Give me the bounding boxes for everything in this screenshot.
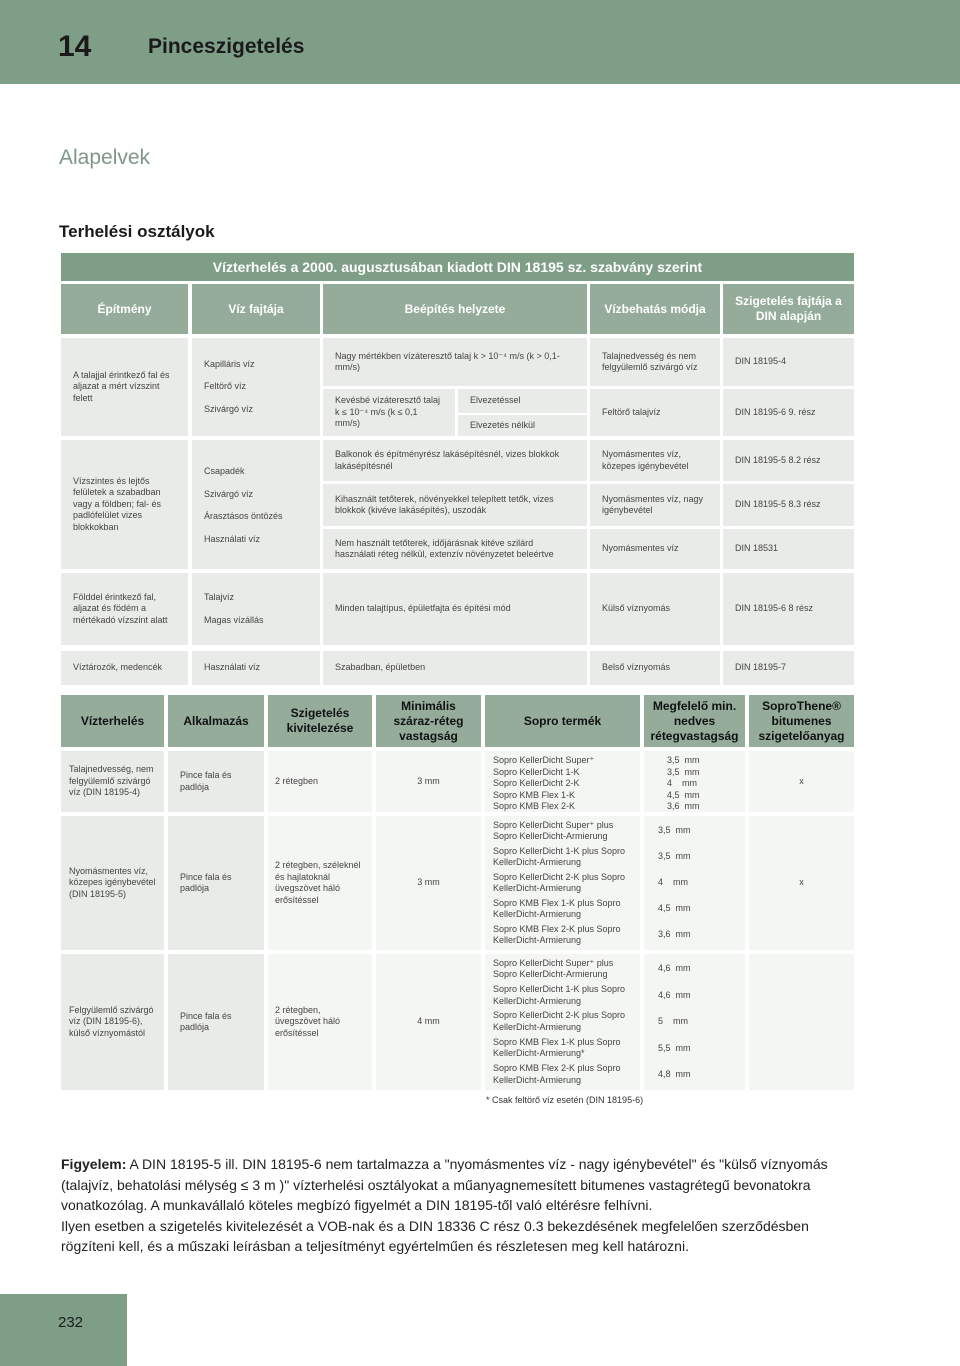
g2-row3-effect: Nyomásmentes víz xyxy=(590,529,720,569)
subsection-title: Terhelési osztályok xyxy=(59,222,215,241)
t2-row3-min-thickness: 4 mm xyxy=(376,954,481,1090)
section-title: Alapelvek xyxy=(59,146,151,169)
t2-row2-wet xyxy=(644,816,745,950)
table2-header-min-thickness: Minimális száraz-réteg vastagság xyxy=(376,695,481,747)
wet-thickness: 5 mm xyxy=(658,1016,689,1027)
t2-row2-bitumen: x xyxy=(749,816,854,950)
g2-water xyxy=(192,440,320,569)
g3-din: DIN 18195-6 8 rész xyxy=(723,573,854,645)
g2-row3-position: Nem használt tetőterek, időjárásnak kitéve szilárd használati réteg nélkül, extenzív növényzetet beleértve xyxy=(323,529,587,569)
g4-water: Használati víz xyxy=(192,651,320,685)
t2-row3-wet xyxy=(644,954,745,1090)
product-name: Sopro KellerDicht 1-K xyxy=(493,766,580,777)
wet-thickness: 4,5 mm xyxy=(667,789,700,800)
g3-effect: Külső víznyomás xyxy=(590,573,720,645)
g3-building: Földdel érintkező fal, aljazat és födém a mértékadó vízszint alatt xyxy=(61,573,188,645)
notice-paragraph-2: Ilyen esetben a szigetelés kivitelezését a VOB-nak és a DIN 18336 C rész 0.3 bekezdésének megfelelően szerződésben rögzíteni kell, és a műszaki leírásban a teljesítményt egyértelműen és részletesen meg kell határozni. xyxy=(61,1217,809,1254)
table2-header-bitumen: SoproThene® bitumenes szigetelőanyag xyxy=(749,695,854,747)
product-name: Sopro KMB Flex 2-K plus Sopro KellerDicht-Armierung xyxy=(493,923,621,945)
product-name: Sopro KellerDicht 2-K xyxy=(493,778,580,788)
table2-header-execution: Szigetelés kivitelezése xyxy=(268,695,372,747)
table1-header-din: Szigetelés fajtája a DIN alapján xyxy=(723,284,854,334)
g1-water-item: Szivárgó víz xyxy=(204,403,254,414)
t2-row1-bitumen: x xyxy=(749,751,854,812)
t2-row1-min-thickness: 3 mm xyxy=(376,751,481,812)
g4-effect: Belső víznyomás xyxy=(590,651,720,685)
notice-label: Figyelem: xyxy=(61,1156,127,1172)
table1-header-building: Építmény xyxy=(61,284,188,334)
g3-position: Minden talajtípus, épületfajta és építési mód xyxy=(323,573,587,645)
g2-water-item: Használati víz xyxy=(204,533,261,544)
wet-thickness: 4,6 mm xyxy=(658,963,691,974)
t2-row2-application: Pince fala és padlója xyxy=(168,816,264,950)
table1-header-position: Beépítés helyzete xyxy=(323,284,587,334)
table2-header-product: Sopro termék xyxy=(485,695,640,747)
product-name: Sopro KellerDicht Super⁺ plus Sopro KellerDicht-Armierung xyxy=(493,819,614,841)
g1-drain-1: Elvezetéssel xyxy=(458,389,587,413)
wet-thickness: 3,5 mm xyxy=(658,851,691,862)
wet-thickness: 3,6 mm xyxy=(667,801,700,811)
notice-text-1: A DIN 18195-5 ill. DIN 18195-6 nem tartalmazza a "nyomásmentes víz - nagy igénybevétel" és "külső víznyomás (talajvíz, behatolási mélység ≤ 3 m )" vízterhelési osztályokat a műanyagnemesített bitumenes vastagrétegű bevonatokra vonatkozólag. A munkavállaló köteles megbízó figyelmét a DIN 18195-től való eltérésre felhívni. xyxy=(61,1156,828,1213)
t2-row1-products xyxy=(485,751,640,812)
g2-row2-din: DIN 18195-5 8.3 rész xyxy=(723,484,854,526)
t2-row2-products xyxy=(485,816,640,950)
g1-water-item: Feltörő víz xyxy=(204,381,247,392)
page-number: 232 xyxy=(58,1314,84,1331)
table2-footnote: * Csak feltörő víz esetén (DIN 18195-6) xyxy=(486,1095,644,1105)
g2-row1-position: Balkonok és építményrész lakásépítésnél, vizes blokkok lakásépítésnél xyxy=(323,440,587,481)
g4-building: Víztározók, medencék xyxy=(61,651,188,685)
chapter-header-bar xyxy=(0,0,960,84)
product-name: Sopro KMB Flex 2-K plus Sopro KellerDicht-Armierung xyxy=(493,1063,621,1085)
table2-header-wet-thickness: Megfelelő min. nedves rétegvastagság xyxy=(644,695,745,747)
g2-water-item: Csapadék xyxy=(204,466,245,476)
t2-row1-load: Talajnedvesség, nem felgyülemlő szivárgó víz (DIN 18195-4) xyxy=(61,751,164,812)
notice-block xyxy=(61,1154,861,1257)
g2-water-item: Szivárgó víz xyxy=(204,488,254,499)
g2-row2-effect: Nyomásmentes víz, nagy igénybevétel xyxy=(590,484,720,526)
wet-thickness: 3,5 mm xyxy=(667,766,700,777)
table1-header-water: Víz fajtája xyxy=(192,284,320,334)
g1-din-2: DIN 18195-6 9. rész xyxy=(723,389,854,436)
product-name: Sopro KellerDicht 2-K plus Sopro KellerDicht-Armierung xyxy=(493,1010,626,1032)
g1-effect-2: Feltörő talajvíz xyxy=(590,389,720,436)
t2-row3-execution: 2 rétegben, üvegszövet háló erősítéssel xyxy=(268,954,372,1090)
g2-building: Vízszintes és lejtős felületek a szabadban vagy a földben; fal- és padlófelület vizes blokkokban xyxy=(61,440,188,569)
g2-water-item: Árasztásos öntözés xyxy=(204,511,283,521)
g1-water-item: Kapilláris víz xyxy=(204,358,255,369)
table2-header-load: Vízterhelés xyxy=(61,695,164,747)
notice-paragraph-1 xyxy=(61,1154,861,1216)
g4-position: Szabadban, épületben xyxy=(323,651,587,685)
t2-row3-application: Pince fala és padlója xyxy=(168,954,264,1090)
product-name: Sopro KMB Flex 1-K xyxy=(493,789,576,800)
t2-row3-bitumen xyxy=(749,954,854,1090)
product-name: Sopro KellerDicht Super⁺ xyxy=(493,755,595,765)
table2-header-application: Alkalmazás xyxy=(168,695,264,747)
wet-thickness: 3,5 mm xyxy=(658,825,691,836)
t2-row1-application: Pince fala és padlója xyxy=(168,751,264,812)
wet-thickness: 3,5 mm xyxy=(667,755,700,765)
wet-thickness: 4 mm xyxy=(658,877,689,888)
t2-row1-execution: 2 rétegben xyxy=(268,751,372,812)
g3-water xyxy=(192,573,320,645)
wet-thickness: 5,5 mm xyxy=(658,1042,691,1053)
chapter-title: Pinceszigetelés xyxy=(148,35,305,58)
g1-din-1: DIN 18195-4 xyxy=(723,338,854,386)
g2-row3-din: DIN 18531 xyxy=(723,529,854,569)
g3-water-item: Talajvíz xyxy=(204,592,235,602)
wet-thickness: 4,5 mm xyxy=(658,903,691,914)
g1-drain-2: Elvezetés nélkül xyxy=(458,415,587,436)
g2-row1-din: DIN 18195-5 8.2 rész xyxy=(723,440,854,481)
product-name: Sopro KellerDicht Super⁺ plus Sopro KellerDicht-Armierung xyxy=(493,957,614,980)
g4-din: DIN 18195-7 xyxy=(723,651,854,685)
product-name: Sopro KellerDicht 1-K plus Sopro KellerDicht-Armierung xyxy=(493,984,626,1006)
g1-effect-1: Talajnedvesség és nem felgyülemlő szivárgó víz xyxy=(590,338,720,386)
g2-row2-position: Kihasznált tetőterek, növényekkel telepített tetők, vizes blokkok (kivéve lakásépítés), uszodák xyxy=(323,484,587,526)
t2-row2-min-thickness: 3 mm xyxy=(376,816,481,950)
g1-position-1: Nagy mértékben vízáteresztő talaj k > 10⁻⁴ m/s (k > 0,1-mm/s) xyxy=(323,338,587,386)
table1-banner: Vízterhelés a 2000. augusztusában kiadott DIN 18195 sz. szabvány szerint xyxy=(61,253,854,281)
product-name: Sopro KMB Flex 1-K plus Sopro KellerDicht-Armierung* xyxy=(493,1036,621,1059)
g1-water xyxy=(192,338,320,436)
product-name: Sopro KMB Flex 1-K plus Sopro KellerDicht-Armierung xyxy=(493,897,621,919)
wet-thickness: 4,6 mm xyxy=(658,989,691,1000)
t2-row1-wet xyxy=(644,751,745,812)
t2-row2-load: Nyomásmentes víz, közepes igénybevétel (DIN 18195-5) xyxy=(61,816,164,950)
table1-header-effect: Vízbehatás módja xyxy=(590,284,720,334)
wet-thickness: 4 mm xyxy=(667,778,698,788)
t2-row2-execution: 2 rétegben, széleknél és hajlatoknál üvegszövet háló erősítéssel xyxy=(268,816,372,950)
t2-row3-load: Felgyülemlő szivárgó víz (DIN 18195-6), külső víznyomástól xyxy=(61,954,164,1090)
g1-building: A talajjal érintkező fal és aljazat a mért vízszint felett xyxy=(61,338,188,436)
product-name: Sopro KMB Flex 2-K xyxy=(493,801,576,811)
wet-thickness: 3,6 mm xyxy=(658,929,691,940)
g2-row1-effect: Nyomásmentes víz, közepes igénybevétel xyxy=(590,440,720,481)
product-name: Sopro KellerDicht 2-K plus Sopro KellerDicht-Armierung xyxy=(493,871,626,893)
wet-thickness: 4,8 mm xyxy=(658,1069,691,1079)
g3-water-item: Magas vízállás xyxy=(204,614,264,625)
t2-row3-products xyxy=(485,954,640,1090)
product-name: Sopro KellerDicht 1-K plus Sopro KellerDicht-Armierung xyxy=(493,845,626,867)
g1-position-2: Kevésbé vízáteresztő talaj k ≤ 10⁻⁴ m/s (k ≤ 0,1 mm/s) xyxy=(323,389,455,436)
chapter-number: 14 xyxy=(58,30,92,63)
